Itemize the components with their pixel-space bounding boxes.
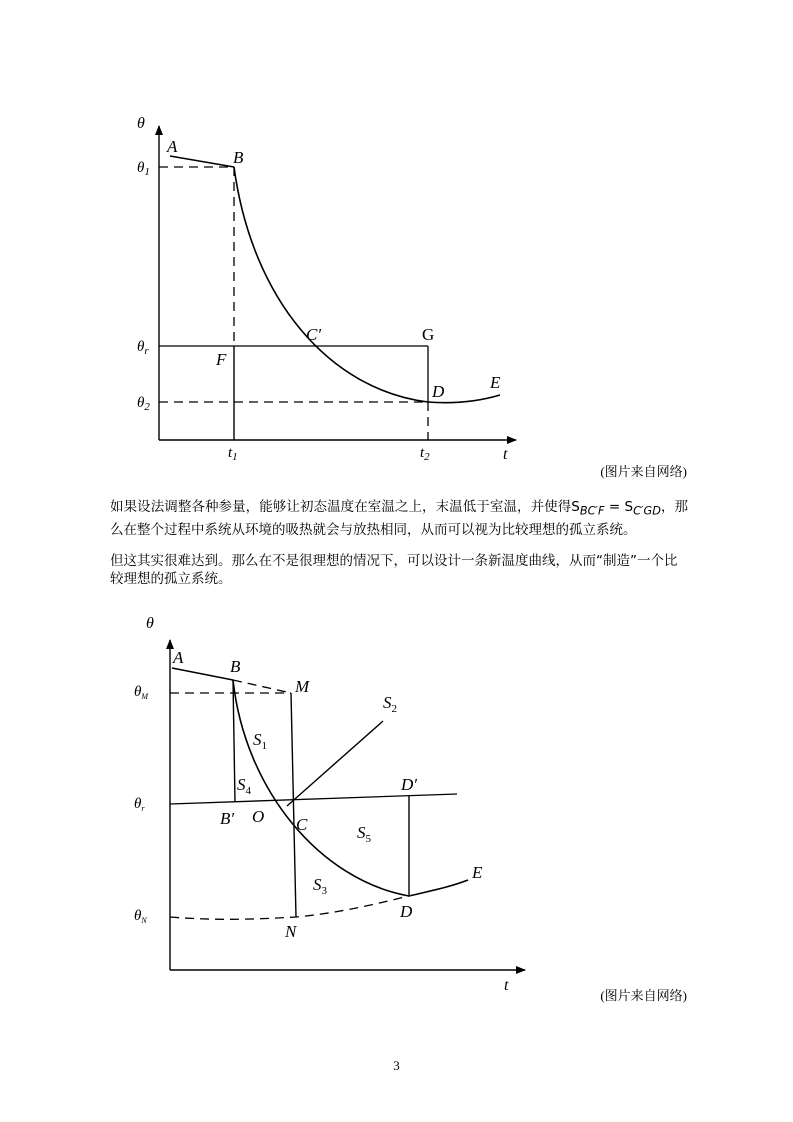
figure-2-credit: (图片来自网络) [600,988,687,1003]
point-a-label: A [173,648,184,667]
point-d-prime-label: D′ [401,775,417,794]
thetam-label: $\theta_M$ [134,684,149,701]
bm-dashed-segment [233,680,291,693]
theta2-label: $\theta_2$ [137,395,150,413]
region-s2-label: $S_2$ [383,693,397,715]
point-c-label: C [296,815,308,834]
point-n-label: N [285,922,297,941]
thetan-label: $\theta_N$ [134,908,147,925]
point-b-label: B [233,148,244,167]
page-number: 3 [393,1058,400,1073]
figure-1-credit: (图片来自网络) [600,464,687,479]
paragraph-1: 如果设法调整各种参量，能够让初态温度在室温之上，末温低于室温，并使得$S_{BC'F} = S_{C'GD}$，那么在整个过程中系统从环境的吸热就会与放热相同，从而可以视为比较理想的孤立系统。 [110,499,689,538]
point-d-label: D [400,902,413,921]
cooling-curve [233,680,409,896]
point-d-label: D [432,382,445,401]
point-e-label: E [490,373,501,392]
axis-x-label: t [504,977,509,994]
bb-prime-line [233,680,235,802]
thetar-label: $\theta_r$ [134,796,145,813]
ab-segment [172,668,233,680]
axis-x-label: t [503,446,508,463]
s2-pointer-line [287,721,383,806]
point-b-prime-label: B′ [220,809,235,828]
region-s3-label: $S_3$ [313,875,327,897]
point-b-label: B [230,657,241,676]
cooling-curve [234,167,428,402]
point-f-label: F [216,350,227,369]
axis-y-label: θ [137,115,145,132]
theta1-label: $\theta_1$ [137,160,150,178]
region-s5-label: $S_5$ [357,823,371,845]
paragraph-2: 但这其实很难达到。那么在不是很理想的情况下，可以设计一条新温度曲线，从而“制造”一个比较理想的孤立系统。 [110,553,678,587]
figure-2-temperature-curve [0,600,560,1010]
region-s1-label: $S_1$ [253,730,267,752]
point-g-label: G [422,325,435,344]
point-m-label: M [295,677,310,696]
room-temperature-line [170,794,457,804]
figure-1-temperature-curve [0,100,560,480]
point-e-label: E [472,863,483,882]
point-c-prime-label: C′ [306,325,322,344]
axis-y-label: θ [146,615,154,632]
point-a-label: A [167,137,178,156]
ab-segment [170,156,234,167]
point-o-label: O [252,807,265,826]
region-s4-label: $S_4$ [237,775,251,797]
t2-label: $t_2$ [420,445,430,463]
de-segment [409,880,468,896]
t1-label: $t_1$ [228,445,238,463]
mn-line [291,693,296,917]
thetar-label: $\theta_r$ [137,339,149,357]
thetan-dashed-curve [170,896,409,919]
